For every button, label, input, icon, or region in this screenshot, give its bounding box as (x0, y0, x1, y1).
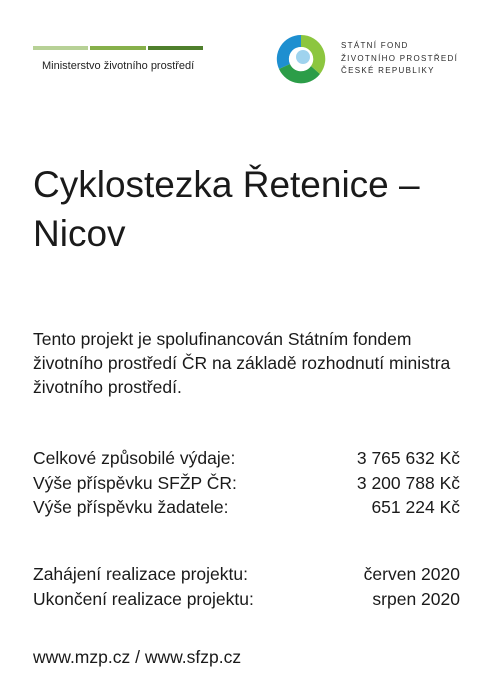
cost-row-sfzp (33, 471, 460, 496)
websites: www.mzp.cz / www.sfzp.cz (33, 647, 242, 667)
mzp-bar-dark (148, 46, 203, 50)
mzp-bar-light (33, 46, 88, 50)
sfzp-line-2: ŽIVOTNÍHO PROSTŘEDÍ (341, 53, 459, 63)
cost-label: Celkové způsobilé výdaje: (33, 448, 236, 468)
date-value: červen 2020 (363, 564, 460, 584)
date-label: Zahájení realizace projektu: (33, 564, 248, 584)
cost-table (33, 446, 460, 520)
mzp-bar-mid (90, 46, 145, 50)
cost-value: 651 224 Kč (371, 497, 460, 517)
date-value: srpen 2020 (372, 588, 460, 609)
schedule-table (33, 562, 460, 611)
date-label: Ukončení realizace projektu: (33, 588, 254, 609)
cost-label: Výše příspěvku SFŽP ČR: (33, 472, 237, 493)
funding-statement: Tento projekt je spolufinancován Státním fondem životního prostředí ČR na základě rozhodnutí ministra životního prostředí. (33, 329, 451, 397)
cost-row-total (33, 446, 460, 471)
project-title: Cyklostezka Řetenice – Nicov (33, 164, 420, 254)
mzp-logo-text: Ministerstvo životního prostředí (42, 60, 195, 72)
cost-value: 3 765 632 Kč (356, 448, 460, 468)
date-row-end (33, 587, 460, 612)
sfzp-line-3: ČESKÉ REPUBLIKY (341, 66, 435, 75)
cost-label: Výše příspěvku žadatele: (33, 497, 229, 517)
date-row-start (33, 562, 460, 587)
mzp-color-bars (33, 46, 203, 50)
cost-row-applicant (33, 495, 460, 520)
cost-value: 3 200 788 Kč (356, 472, 460, 493)
sfzp-logo-text (341, 40, 458, 78)
sfzp-logo-icon (276, 34, 326, 84)
sfzp-line-1: STÁTNÍ FOND (341, 41, 409, 50)
